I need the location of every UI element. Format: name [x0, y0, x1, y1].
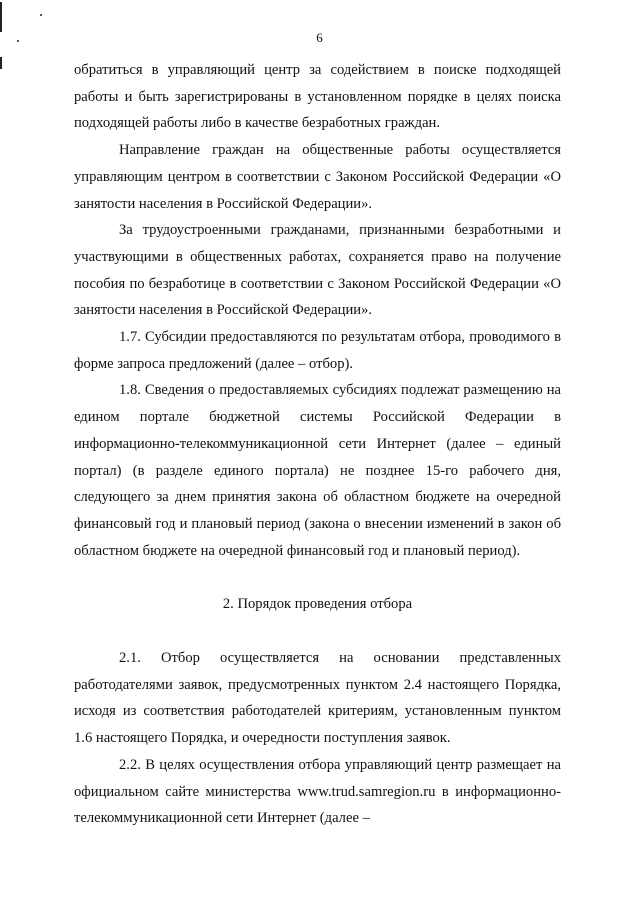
- section-title: 2. Порядок проведения отбора: [222, 596, 413, 613]
- paragraph-continuation: обратиться в управляющий центр за содействием в поиске подходящей работы и быть зарегистрированы в установленном порядке в целях поиска подходящей работы либо в качестве безработных граждан.: [74, 62, 561, 132]
- page-number: 6: [316, 30, 323, 45]
- paragraph-1-8: 1.8. Сведения о предоставляемых субсидиях подлежат размещению на едином портале бюджетной системы Российской Федерации в информационно-телекоммуникационной сети Интернет (далее – единый портал) (в разделе единого портала) не позднее 15-го рабочего дня, следующего за днем принятия закона об областном бюджете на очередной финансовый год и плановый период (закона о внесении изменений в закон об областном бюджете на очередной финансовый год и плановый период).: [74, 382, 561, 559]
- spacer: [74, 564, 561, 591]
- scan-dot: [40, 14, 42, 16]
- paragraph-1-7: 1.7. Субсидии предоставляются по результатам отбора, проводимого в форме запроса предложений (далее – отбор).: [74, 329, 561, 372]
- document-body: [74, 57, 561, 832]
- paragraph-public-works: Направление граждан на общественные работы осуществляется управляющим центром в соответствии с Законом Российской Федерации «О занятости населения в Российской Федерации».: [74, 142, 561, 212]
- paragraph-unemployment-benefit: За трудоустроенными гражданами, признанными безработными и участвующими в общественных работах, сохраняется право на получение пособия по безработице в соответствии с Законом Российской Федерации «О занятости населения в Российской Федерации».: [74, 222, 561, 319]
- spacer: [74, 618, 561, 645]
- scan-edge-mark: [0, 57, 2, 69]
- paragraph-2-1: 2.1. Отбор осуществляется на основании представленных работодателями заявок, предусмотренных пунктом 2.4 настоящего Порядка, исходя из соответствия работодателей критериям, установленным пунктом 1.6 настоящего Порядка, и очередности поступления заявок.: [74, 650, 561, 747]
- paragraph-2-2: 2.2. В целях осуществления отбора управляющий центр размещает на официальном сайте министерства www.trud.samregion.ru в информационно-телекоммуникационной сети Интернет (далее –: [74, 756, 561, 827]
- scan-edge-mark: [0, 2, 2, 32]
